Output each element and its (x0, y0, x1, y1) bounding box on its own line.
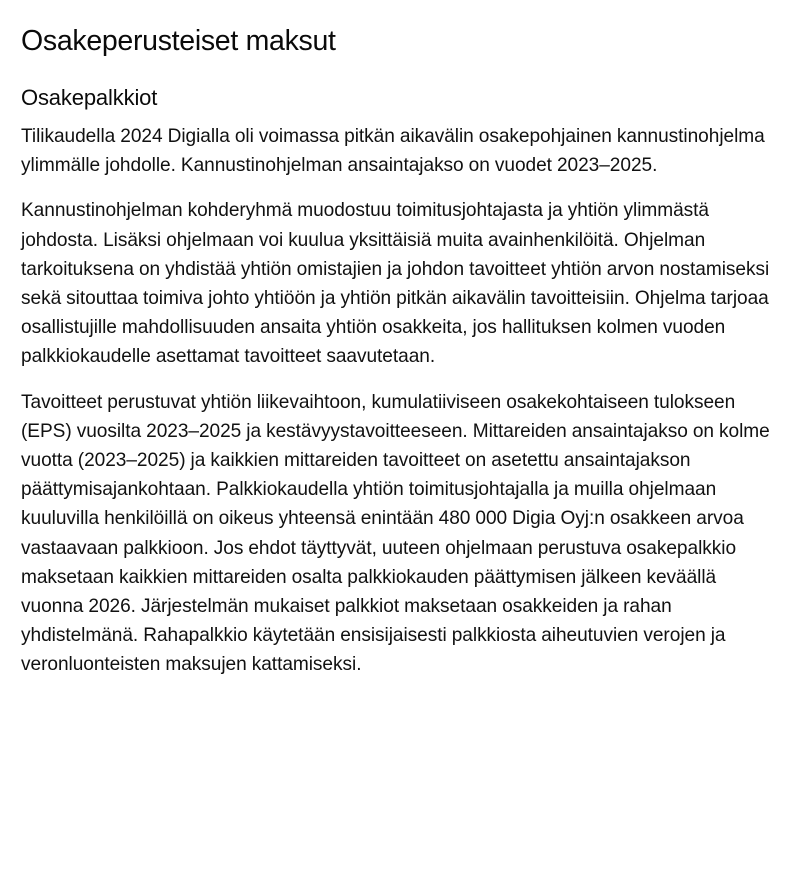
section-heading-osakepalkkiot: Osakepalkkiot (21, 85, 158, 110)
paragraph-2: Kannustinohjelman kohderyhmä muodostuu toimitusjohtajasta ja yhtiön ylimmästä johdosta. Lisäksi ohjelmaan voi kuulua yksittäisiä muita avainhenkilöitä. Ohjelman tarkoituksena on yhdistää yhtiön omistajien ja johdon tavoitteet yhtiön arvon nostamiseksi sekä sitouttaa toimiva johto yhtiöön ja yhtiön pitkän aikavälin tavoitteisiin. Ohjelma tarjoaa osallistujille mahdollisuuden ansaita yhtiön osakkeita, jos hallituksen kolmen vuoden palkkiokaudelle asettamat tavoitteet saavutetaan. (21, 200, 770, 368)
paragraph-3: Tavoitteet perustuvat yhtiön liikevaihtoon, kumulatiiviseen osakekohtaiseen tulokseen (EPS) vuosilta 2023–2025 ja kestävyystavoitteeseen. Mittareiden ansaintajakso on kolme vuotta (2023–2025) ja kaikkien mittareiden tavoitteet on asetettu ansaintajakson päättymisajankohtaan. Palkkiokaudella yhtiön toimitusjohtajalla ja muilla ohjelmaan kuuluvilla henkilöillä on oikeus yhteensä enintään 480 000 Digia Oyj:n osakkeen arvoa vastaavaan palkkioon. Jos ehdot täyttyvät, uuteen ohjelmaan perustuva osakepalkkio maksetaan kaikkien mittareiden osalta palkkiokauden päättymisen jälkeen keväällä vuonna 2026. Järjestelmän mukaiset palkkiot maksetaan osakkeiden ja rahan yhdistelmänä. Rahapalkkio käytetään ensisijaisesti palkkiosta aiheutuvien verojen ja veronluonteisten maksujen kattamiseksi. (21, 391, 770, 676)
page-title: Osakeperusteiset maksut (21, 25, 336, 57)
paragraph-1: Tilikaudella 2024 Digialla oli voimassa pitkän aikavälin osakepohjainen kannustinohjelma ylimmälle johdolle. Kannustinohjelman ansaintajakso on vuodet 2023–2025. (21, 126, 765, 177)
